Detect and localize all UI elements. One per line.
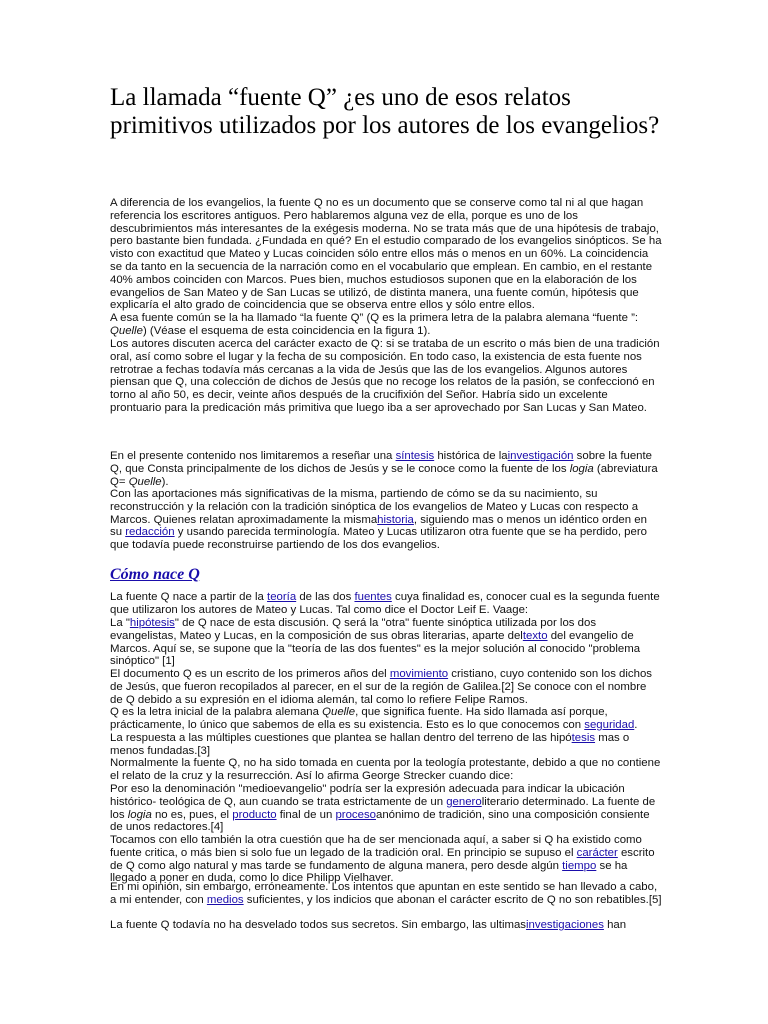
link-movimiento[interactable]: movimiento [389,668,449,680]
link-tesis[interactable]: tesis [571,732,596,744]
intro-paragraph-3: Los autores discuten acerca del carácter exacto de Q: si se trataba de un escrito o más bien de una tradición oral, así como sobre el lugar y la fecha de su composición. En todo caso, la existencia de esta fuente nos retrotrae a fechas todavía más cercanas a la vida de Jesús que las de los evangelios. Algunos autores piensan que Q, una colección de dichos de Jesús que no recoge los relatos de la pasión, se confeccionó en torno al año 50, es decir, veinte años después de la crucifixión del Señor. Habría sido un excelente prontuario para la predicación más primitiva que luego iba a ser aprovechado por San Lucas y San Mateo. [110,338,660,414]
link-proceso[interactable]: proceso [335,808,376,821]
section-paragraph-5: Normalmente la fuente Q, no ha sido tomada en cuenta por la teología protestante, debido a que no contiene el relato de la cruz y la resurrección. Así lo afirma George Strecker cuando dice: [110,757,661,782]
link-fuentes[interactable]: fuentes [354,591,392,603]
section-paragraph-4: La respuesta a las múltiples cuestiones que plantea se hallan dentro del terreno de las hipótesis mas o menos fundadas.[3] [110,732,630,757]
link-producto[interactable]: producto [232,808,277,821]
intro-paragraph-1: A diferencia de los evangelios, la fuente Q no es un documento que se conserve como tal ni al que hagan referencia los escritores antiguos. Pero hablaremos alguna vez de ella, porque es uno de los descubrimientos más interesantes de la exégesis moderna. No se trata más que de una hipótesis de trabajo, pero bastante bien fundada. ¿Fundada en qué? En el estudio comparado de los evangelios sinópticos. Se ha visto con exactitud que Mateo y Lucas coinciden sólo entre ellos más o menos en un 60%. La coincidencia se da tanto en la secuencia de la narración como en el vocabulario que emplean. En cambio, en el restante 40% ambos coinciden con Marcos. Pues bien, muchos estudiosos suponen que en la elaboración de los evangelios de San Mateo y de San Lucas se utilizó, de distinta manera, una fuente común, hipótesis que explicaría el alto grado de coincidencia que se observa entre ellos y sólo entre ellos. [110,197,662,312]
section-paragraph-3: Q es la letra inicial de la palabra alemana Quelle, que significa fuente. Ha sido llamada así porque, prácticamente, lo único que sabemos de ella es su existencia. Esto es lo que conocemos con seguridad. [110,706,638,731]
quote-vaage: La "hipótesis" de Q nace de esta discusión. Q será la "otra" fuente sinóptica utilizada por los dos evangelistas, Mateo y Lucas, en la composición de sus obras literarias, aparte deltexto del evangelio de Marcos. Aquí se, se supone que la "teoría de las dos fuentes" es la mejor solución al conocido "problema sinóptico" [1] [110,617,641,668]
section-heading-como-nace-q[interactable]: Cómo nace Q [110,566,200,583]
section-paragraph-2: El documento Q es un escrito de los primeros años del movimiento cristiano, cuyo contenido son los dichos de Jesús, que fueron recopilados al parecer, en el sur de la región de Galilea.[2] Se conoce con el nombre de Q debido a su expresión en el idioma alemán, tal como lo refiere Felipe Ramos. [110,668,652,706]
link-medios[interactable]: medios [206,893,244,906]
page-title: La llamada “fuente Q” ¿es uno de esos relatos primitivos utilizados por los autores de los evangelios? [110,84,660,139]
link-investigacion[interactable]: investigación [507,450,574,462]
link-historia[interactable]: historia [377,513,414,526]
link-texto[interactable]: texto [522,629,548,642]
link-teoria[interactable]: teoría [267,591,297,603]
intro-paragraph-2: A esa fuente común se la ha llamado “la fuente Q” (Q es la primera letra de la palabra alemana “fuente ”: Quelle) (Véase el esquema de esta coincidencia en la figura 1). [110,312,639,337]
link-investigaciones[interactable]: investigaciones [526,919,604,931]
link-caracter[interactable]: carácter [576,846,618,859]
summary-paragraph-1: En el presente contenido nos limitaremos a reseñar una síntesis histórica de lainvestigación sobre la fuente Q, que Consta principalmente de los dichos de Jesús y se le conoce como la fuente de los logia (abreviatura Q= Quelle). [110,450,658,488]
section-paragraph-7: La fuente Q todavía no ha desvelado todos sus secretos. Sin embargo, las ultimasinvestigaciones han [110,919,627,931]
link-redaccion[interactable]: redacción [125,526,175,539]
summary-paragraph-2: Con las aportaciones más significativas de la misma, partiendo de cómo se da su nacimiento, su reconstrucción y la relación con la tradición sinóptica de los evangelios de Mateo y Lucas con respecto a Marcos. Quienes relatan aproximadamente la mismahistoria, siguiendo mas o menos un idéntico orden en su redacción y usando parecida terminología. Mateo y Lucas utilizaron otra fuente que se ha perdido, pero que todavía puede reconstruirse partiendo de los dos evangelios. [110,488,647,552]
quote-strecker: Por eso la denominación "medioevangelio" podría ser la expresión adecuada para indicar la ubicación histórico- teológica de Q, aun cuando se trata estrictamente de un generoliterario determinado. La fuente de los logia no es, pues, el producto final de un procesoanónimo de tradición, sino una composición consiente de unos redactores.[4] [110,783,656,834]
link-sintesis[interactable]: síntesis [395,450,435,462]
link-genero[interactable]: genero [446,795,482,808]
section-paragraph-6: Tocamos con ello también la otra cuestión que ha de ser mencionada aquí, a saber si Q ha existido como fuente critica, o más bien si solo fue un legado de la tradición oral. En principio se supuso el carácter escrito de Q como algo natural y mas tarde se fundamento de alguna manera, pero desde algún tiempo se ha llegado a poner en duda, como lo dice Philipp Vielhaver. [110,834,655,885]
quote-vielhaver: En mi opinión, sin embargo, erróneamente. Los intentos que apuntan en este sentido se han llevado a cabo, a mi entender, con medios suficientes, y los indicios que abonan el carácter escrito de Q no son rebatibles.[5] [110,881,662,906]
link-tiempo[interactable]: tiempo [562,859,597,872]
link-hipotesis[interactable]: hipótesis [129,617,175,629]
section-paragraph-1: La fuente Q nace a partir de la teoría de las dos fuentes cuya finalidad es, conocer cual es la segunda fuente que utilizaron los autores de Mateo y Lucas. Tal como dice el Doctor Leif E. Vaage: [110,591,660,616]
link-seguridad[interactable]: seguridad [584,718,635,731]
